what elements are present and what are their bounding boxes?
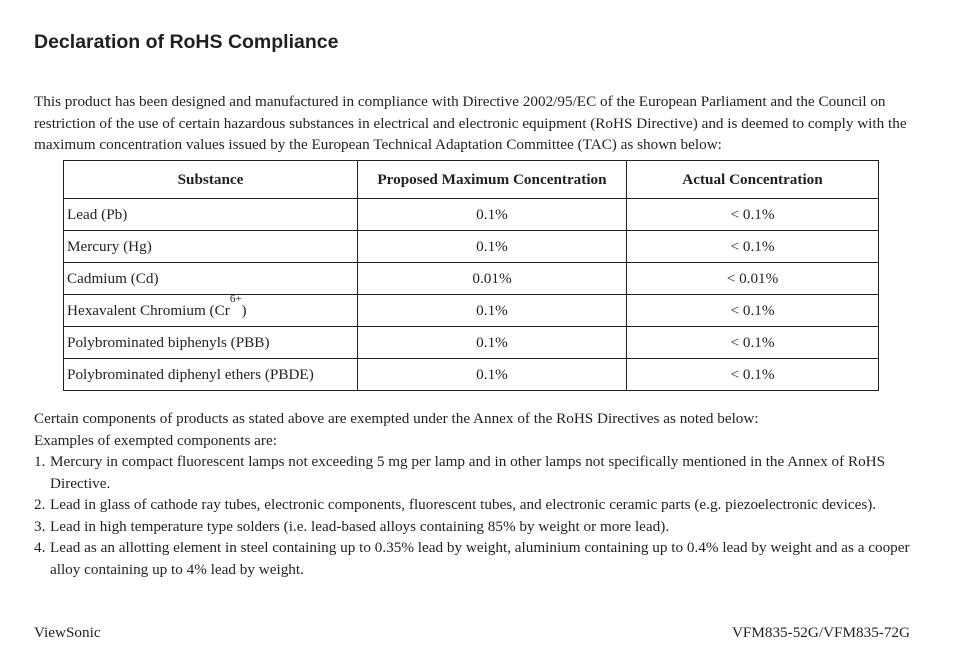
proposed-cell: 0.1% bbox=[358, 231, 627, 263]
superscript-charge: 6+ bbox=[229, 292, 242, 305]
examples-heading: Examples of exempted components are: bbox=[34, 431, 277, 449]
item-text: Mercury in compact fluorescent lamps not exceeding 5 mg per lamp and in other lamps not specifically mentioned in the Annex of RoHS Directive. bbox=[50, 453, 886, 492]
footer-model: VFM835-52G/VFM835-72G bbox=[731, 624, 910, 641]
proposed-cell: 0.1% bbox=[358, 327, 627, 359]
actual-cell: < 0.01% bbox=[627, 263, 879, 295]
table-row bbox=[64, 199, 879, 231]
item-number: 2. bbox=[34, 496, 46, 513]
exemption-list bbox=[34, 451, 924, 580]
actual-cell: < 0.1% bbox=[627, 295, 879, 327]
actual-cell: < 0.1% bbox=[627, 327, 879, 359]
list-item bbox=[34, 494, 924, 516]
table-header-row bbox=[64, 161, 879, 199]
item-text: Lead in high temperature type solders (i.e. lead-based alloys containing 85% by weight or more lead). bbox=[50, 517, 670, 535]
intro-paragraph: This product has been designed and manufactured in compliance with Directive 2002/95/EC of the European Parliament and the Council on restriction of the use of certain hazardous substances in electrical and electronic equipment (RoHS Directive) and is deemed to comply with the maximum concentration values issued by the European Technical Adaptation Committee (TAC) as shown below: bbox=[34, 93, 907, 153]
table-row bbox=[64, 295, 879, 327]
substance-tail: ) bbox=[241, 301, 247, 319]
table-row bbox=[64, 231, 879, 263]
actual-cell: < 0.1% bbox=[627, 359, 879, 391]
item-number: 1. bbox=[34, 453, 46, 470]
substance-cell: Polybrominated diphenyl ethers (PBDE) bbox=[64, 359, 358, 391]
footer-brand: ViewSonic bbox=[34, 624, 101, 641]
list-item bbox=[34, 451, 924, 494]
proposed-cell: 0.1% bbox=[358, 199, 627, 231]
proposed-cell: 0.1% bbox=[358, 359, 627, 391]
header-proposed-max: Proposed Maximum Concentration bbox=[358, 161, 627, 199]
table-row bbox=[64, 359, 879, 391]
substance-cell: Cadmium (Cd) bbox=[64, 263, 358, 295]
substance-cell: Polybrominated biphenyls (PBB) bbox=[64, 327, 358, 359]
proposed-cell: 0.1% bbox=[358, 295, 627, 327]
actual-cell: < 0.1% bbox=[627, 199, 879, 231]
exemption-statement: Certain components of products as stated above are exempted under the Annex of the RoHS Directives as noted below: bbox=[34, 410, 759, 427]
header-actual: Actual Concentration bbox=[627, 161, 879, 199]
actual-cell: < 0.1% bbox=[627, 231, 879, 263]
page-title: Declaration of RoHS Compliance bbox=[34, 31, 339, 53]
substance-cell: Lead (Pb) bbox=[64, 199, 358, 231]
rohs-table bbox=[63, 160, 879, 391]
item-number: 3. bbox=[34, 517, 46, 535]
list-item bbox=[34, 516, 924, 538]
list-item bbox=[34, 537, 924, 580]
substance-name: Hexavalent Chromium (Cr bbox=[67, 301, 230, 319]
table-row bbox=[64, 263, 879, 295]
item-text: Lead in glass of cathode ray tubes, electronic components, fluorescent tubes, and electronic ceramic parts (e.g. piezoelectronic devices). bbox=[50, 496, 877, 513]
table-row bbox=[64, 327, 879, 359]
exemption-notes bbox=[34, 408, 924, 580]
proposed-cell: 0.01% bbox=[358, 263, 627, 295]
item-number: 4. bbox=[34, 539, 46, 556]
substance-cell: Mercury (Hg) bbox=[64, 231, 358, 263]
header-substance: Substance bbox=[64, 161, 358, 199]
item-text: Lead as an allotting element in steel containing up to 0.35% lead by weight, aluminium containing up to 0.4% lead by weight and as a cooper alloy containing up to 4% lead by weight. bbox=[50, 539, 910, 578]
substance-cell bbox=[64, 292, 358, 327]
